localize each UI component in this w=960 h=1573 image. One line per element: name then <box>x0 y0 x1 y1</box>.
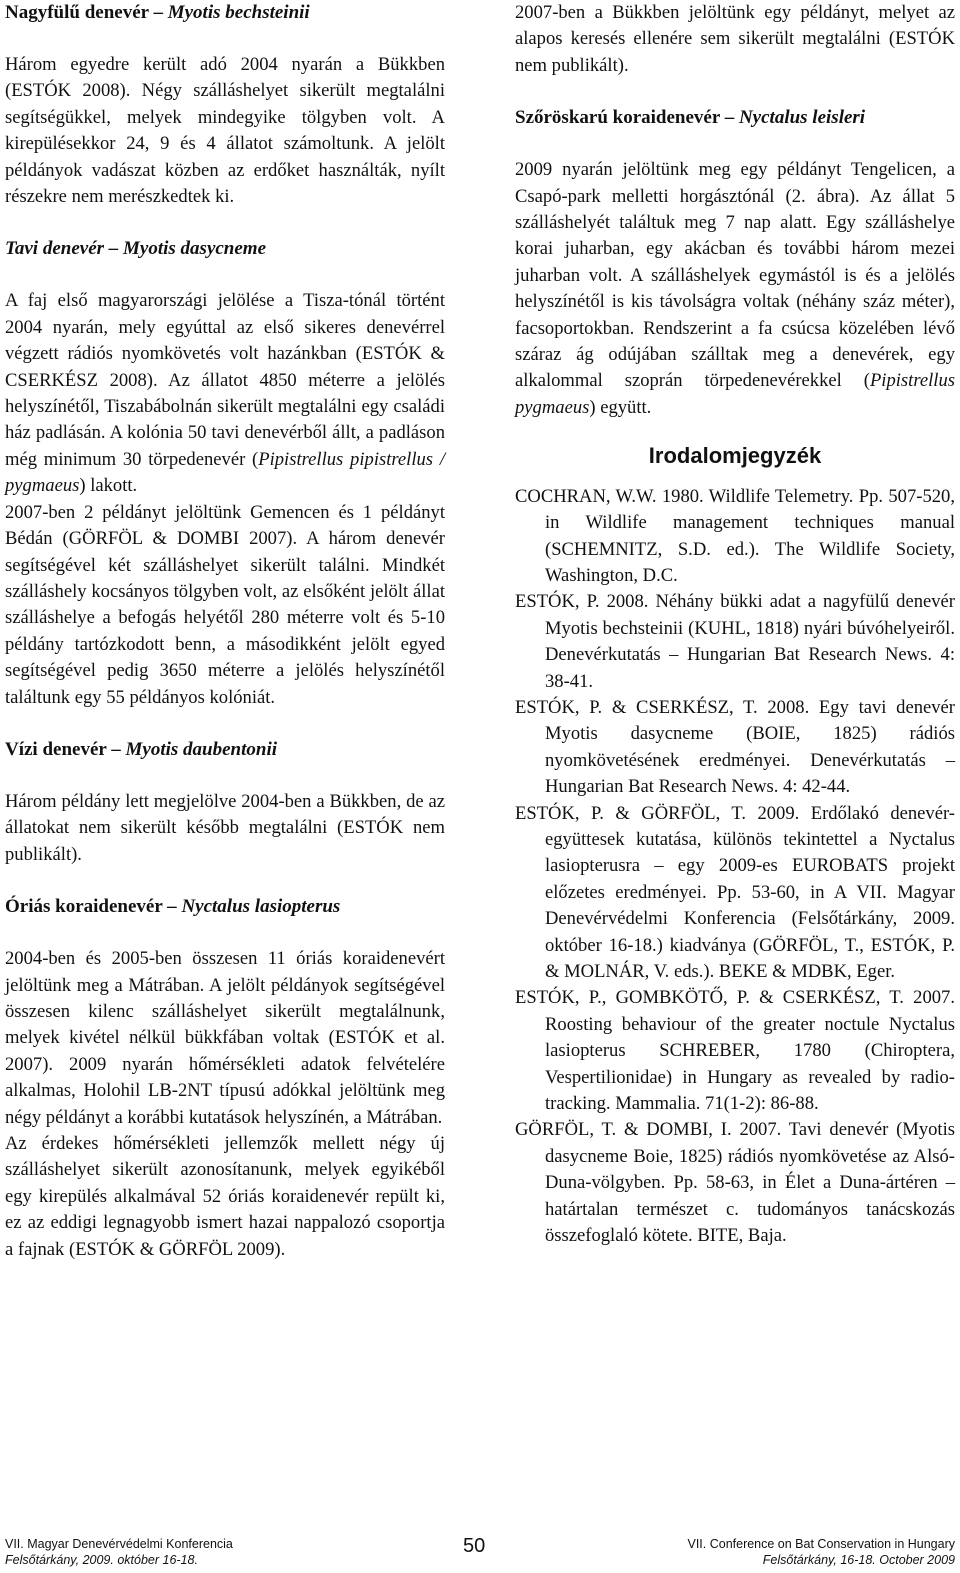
heading-species: Nyctalus leisleri <box>738 107 866 129</box>
text-run: A faj első magyarországi jelölése a Tisza-tónál történt 2004 nyarán, mely egyúttal az első sikeres denevérrel végzett rádiós nyomkövetés volt hazánkban (ESTÓK & CSERKÉSZ 2008). Az állatot 4850 méterre a jelölés helyszínétől, Tiszabábolnán sikerült megtalálni egy családi ház padlásán. A kolónia 50 tavi denevérből állt, a padláson még minimum 30 törpedenevér ( <box>5 290 445 470</box>
species-name: Pipistrellus pygmaeus <box>515 370 955 418</box>
reference-item: COCHRAN, W.W. 1980. Wildlife Telemetry. Pp. 507-520, in Wildlife management techniques manual (SCHEMNITZ, S.D. ed.). The Wildlife Society, Washington, D.C. <box>515 485 955 586</box>
reference-item: ESTÓK, P. & GÖRFÖL, T. 2009. Erdőlakó denevér-együttesek kutatása, különös tekintettel a Nyctalus lasiopterusra – egy 2009-es EUROBATS projekt előzetes eredményei. Pp. 53-60, in A VII. Magyar Denevérvédelmi Konferencia (Felsőtárkány, 2009. október 16-18.) kiadványa (GÖRFÖL, T., ESTÓK, P. & MOLNÁR, V. eds.). BEKE & MDBK, Eger. <box>515 802 955 982</box>
heading-species: Nyctalus lasiopterus <box>181 896 341 918</box>
paragraph-lasiopterus-1: 2004-ben és 2005-ben összesen 11 óriás koraidenevért jelöltünk meg a Mátrában. A jelölt példányok segítségével összesen kilenc szálláshelyet sikerült megtalálnunk, melyek kivétel nélkül bükkfában voltak (ESTÓK et al. 2007). 2009 nyarán hőmérsékleti adatok felvételére alkalmas, Holohil LB-2NT típusú adókkal jelöltünk meg négy példányt a korábbi kutatások helyszínén, a Mátrában. <box>5 948 445 1128</box>
heading-species: Myotis daubentonii <box>125 738 277 760</box>
paragraph-bechsteinii: Három egyedre került adó 2004 nyarán a Bükkben (ESTÓK 2008). Négy szálláshelyet sikerült megtalálni segítségükkel, melyek mindegyike tölgyben volt. A kirepülésekkor 24, 9 és 4 állatot számoltunk. A jelölt példányok vadászat közben az erdőket használták, nyílt részekre nem merészkedtek ki. <box>5 54 445 208</box>
paragraph-lasiopterus-3: 2007-ben a Bükkben jelöltünk egy példányt, melyet az alapos keresés ellenére sem sikerült megtalálni (ESTÓK nem publikált). <box>515 2 955 76</box>
heading-myotis-bechsteinii <box>5 0 445 26</box>
heading-nyctalus-lasiopterus <box>5 894 445 920</box>
footer-right-line2: Felsőtárkány, 16-18. October 2009 <box>762 1553 955 1567</box>
reference-item: ESTÓK, P. & CSERKÉSZ, T. 2008. Egy tavi denevér Myotis dasycneme (BOIE, 1825) rádiós nyomkövetésének eredményei. Denevérkutatás – Hungarian Bat Research News. 4: 42-44. <box>515 696 955 798</box>
reference-item: ESTÓK, P. 2008. Néhány bükki adat a nagyfülű denevér Myotis bechsteinii (KUHL, 1818) nyári búvóhelyeiről. Denevérkutatás – Hungarian Bat Research News. 4: 38-41. <box>515 591 955 692</box>
heading-text: Nagyfülű denevér – <box>5 2 168 23</box>
heading-myotis-dasycneme: Tavi denevér – Myotis dasycneme <box>5 238 267 260</box>
heading-text: Szőröskarú koraidenevér – <box>515 107 739 129</box>
text-run: 2009 nyarán jelöltünk meg egy példányt Tengelicen, a Csapó-park melletti horgásztónál (2. ábra). Az állat 5 szálláshelyét találtuk meg 7 nap alatt. Egy szálláshelye korai juharban, egy akácban és további három mezei juharban volt. A szálláshelyek egymástól is és a jelölés helyszínétől is kis távolságra voltak (néhány száz méter), facsoportokban. Rendszerint a fa csúcsa közelében lévő száraz ág odújában szálltak meg a denevérek, egy alkalommal szoprán törpedenevérekkel ( <box>515 159 955 392</box>
footer-left-line1: VII. Magyar Denevérvédelmi Konferencia <box>5 1537 233 1551</box>
paragraph-lasiopterus-2: Az érdekes hőmérsékleti jellemzők mellett négy új szálláshelyet sikerült azonosítanunk, melyek egyikéből egy kirepülés alkalmával 52 óriás koraidenevér repült ki, ez az eddigi legnagyobb ismert hazai nappalozó csoportja a fajnak (ESTÓK & GÖRFÖL 2009). <box>5 1133 445 1260</box>
species-name: Pipistrellus pipistrellus / pygmaeus <box>5 448 445 497</box>
reference-item: GÖRFÖL, T. & DOMBI, I. 2007. Tavi denevér (Myotis dasycneme Boie, 1825) rádiós nyomkövetése az Alsó-Duna-völgyben. Pp. 58-63, in Élet a Duna-ártéren – határtalan természet c. tudományos tanácskozás összefoglaló kötete. BITE, Baja. <box>515 1119 955 1247</box>
footer-right <box>687 1536 955 1568</box>
heading-species: Myotis bechsteinii <box>167 2 310 23</box>
paragraph-daubentonii: Három példány lett megjelölve 2004-ben a Bükkben, de az állatokat nem sikerült később megtalálni (ESTÓK nem publikált). <box>5 790 445 865</box>
page-footer <box>0 1518 960 1573</box>
reference-item: ESTÓK, P., GOMBKÖTŐ, P. & CSERKÉSZ, T. 2007. Roosting behaviour of the greater noctule Nyctalus lasiopterus SCHREBER, 1780 (Chiroptera, Vespertilionidae) in Hungary as revealed by radio-tracking. Mammalia. 71(1-2): 86-88. <box>515 987 955 1115</box>
paragraph-dasycneme-2: 2007-ben 2 példányt jelöltünk Gemencen és 1 példányt Bédán (GÖRFÖL & DOMBI 2007). A három denevér segítségével két szálláshelyet sikerült találni. Mindkét szálláshely kocsányos tölgyben volt, az elsőként jelölt állat szálláshelye a befogás helyétől 280 méterre volt és 5-10 példány tartózkodott benn, a másodikként jelölt egyed segítségével pedig 3650 méterre a jelölés helyszínétől találtunk egy 55 példányos kolóniát. <box>5 501 445 708</box>
paragraph-leisleri <box>515 157 955 421</box>
left-column <box>5 0 445 1263</box>
right-column <box>515 0 955 1249</box>
footer-left <box>5 1536 233 1568</box>
heading-text: Vízi denevér – <box>5 738 126 760</box>
heading-nyctalus-leisleri <box>515 105 955 131</box>
text-run: ) együtt. <box>589 396 652 418</box>
text-run: ) lakott. <box>79 475 138 497</box>
page-number: 50 <box>463 1535 486 1557</box>
heading-text: Óriás koraidenevér – <box>5 896 182 918</box>
paragraph-dasycneme-1 <box>5 288 445 499</box>
footer-left-line2: Felsőtárkány, 2009. október 16-18. <box>5 1553 198 1567</box>
references-title: Irodalomjegyzék <box>648 443 822 469</box>
heading-myotis-daubentonii <box>5 737 445 763</box>
footer-right-line1: VII. Conference on Bat Conservation in Hungary <box>687 1537 955 1551</box>
